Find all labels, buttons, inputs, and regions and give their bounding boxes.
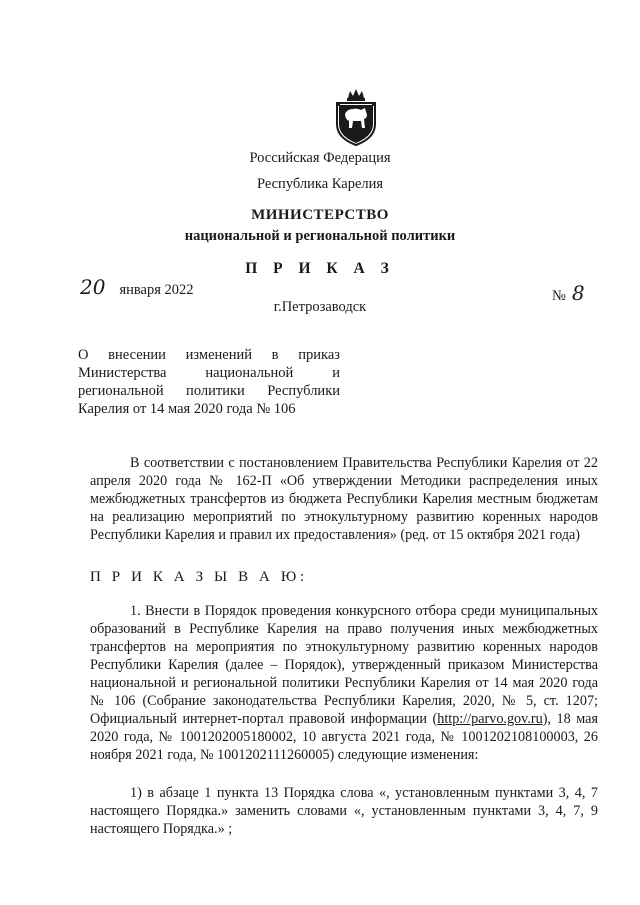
order-date bbox=[80, 275, 194, 299]
karelia-coat-of-arms-emblem bbox=[331, 88, 381, 146]
number-handwritten: 8 bbox=[571, 281, 585, 305]
date-handwritten: 20 bbox=[80, 275, 106, 299]
decree-heading: П Р И К А З Ы В А Ю: bbox=[90, 569, 308, 585]
number-prefix: № bbox=[552, 288, 566, 304]
legal-portal-link[interactable]: http://parvo.gov.ru bbox=[437, 711, 543, 727]
date-printed: января 2022 bbox=[119, 282, 194, 298]
country-name: Российская Федерация bbox=[249, 150, 391, 166]
item-1-subitem-1: 1) в абзаце 1 пункта 13 Порядка слова «, установленным пунктами 3, 4, 7 настоящего Порядка.» заменить словами «, установленным пунктами 3, 4, 7, 9 настоящего Порядка.» ; bbox=[90, 785, 598, 837]
city: г.Петрозаводск bbox=[273, 299, 367, 315]
item-1-paragraph bbox=[90, 602, 598, 764]
document-type: П Р И К А З bbox=[245, 260, 395, 277]
ministry-subtitle: национальной и региональной политики bbox=[184, 228, 456, 244]
item-1-text-start: 1. Внести в Порядок проведения конкурсного отбора среди муниципальных образований в Республике Карелия на право получения иных межбюджетных трансфертов на мероприятия по этнокультурному развитию коренных народов Республики Карелия (далее – Порядок), утвержденный приказом Министерства национальной и региональной политики Республики Карелия от 14 мая 2020 года № 106 (Собрание законодательства Республики Карелия, 2020, № 5, ст. 1207; Официальный интернет-портал правовой информации ( bbox=[90, 603, 598, 727]
preamble-paragraph: В соответствии с постановлением Правительства Республики Карелия от 22 апреля 2020 года № 162-П «Об утверждении Методики распределения иных межбюджетных трансфертов из бюджета Республики Карелия местным бюджетам на реализацию мероприятий по этнокультурному развитию коренных народов Республики Карелия и правил их предоставления» (ред. от 15 октября 2021 года) bbox=[90, 455, 598, 543]
item-1-text-end: ), 18 мая 2020 года, № 1001202005180002, 10 августа 2021 года, № 1001202108100003, 26 ноября 2021 года, № 1001202111260005) следующие изменения: bbox=[90, 711, 598, 763]
ministry-title: МИНИСТЕРСТВО bbox=[251, 207, 389, 223]
order-subject: О внесении изменений в приказ Министерства национальной и региональной политики Республики Карелия от 14 мая 2020 года № 106 bbox=[78, 347, 340, 417]
republic-name: Республика Карелия bbox=[256, 176, 384, 192]
